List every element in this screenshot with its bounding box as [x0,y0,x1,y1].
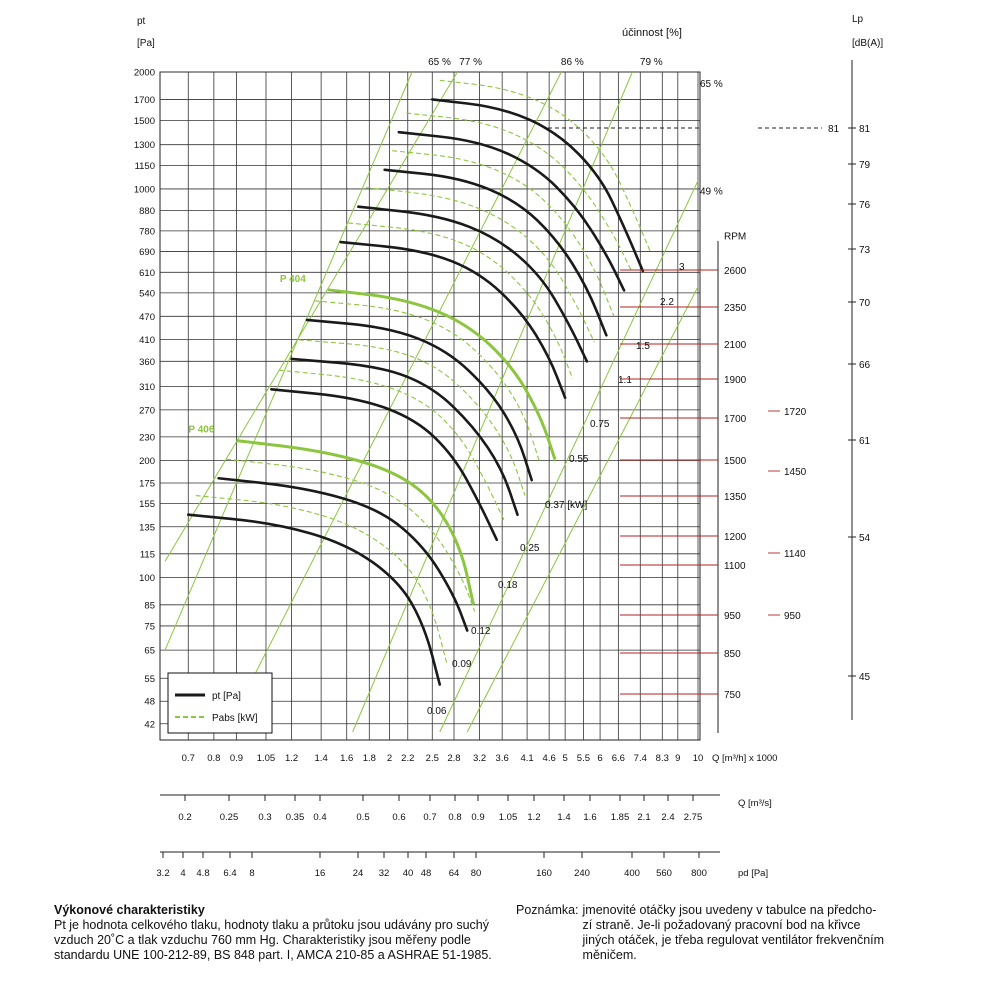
y-tick-label: 1500 [133,116,155,128]
x-tick-label: 7.4 [633,753,647,764]
rpm-side-label: 1720 [784,407,807,418]
q-ms-tick-label: 0.8 [448,812,462,823]
pd-tick-label: 160 [536,868,552,879]
legend-pabs-label: Pabs [kW] [212,713,258,724]
pd-tick-label: 400 [624,868,640,879]
model-series [188,274,555,605]
x-tick-label: 1.2 [284,753,299,764]
y-tick-label: 175 [139,478,155,490]
power-dashed-curve [196,496,448,666]
x-tick-label: 8.3 [655,753,669,764]
x-tick-label: 3.6 [495,753,509,764]
y-tick-label: 65 [144,645,155,657]
y-tick-label: 42 [144,719,155,731]
q-ms-tick-label: 0.25 [219,812,239,823]
rpm-side-label: 1140 [784,549,806,560]
pd-tick-label: 64 [448,868,460,879]
legend [168,673,272,733]
rpm-curve [188,515,440,685]
rpm-curves [188,99,643,684]
efficiency-label: 77 % [459,57,483,68]
legend-box [168,673,272,733]
power-label: 0.18 [498,580,518,591]
rpm-label: 1500 [724,456,747,467]
y-axis-unit: [Pa] [137,38,155,49]
power-label: 0.09 [452,659,472,670]
q-ms-tick-label: 0.3 [258,812,272,823]
y-axis-title: pt [137,16,146,27]
q-ms-tick-label: 1.6 [583,812,597,823]
lp-tick-label: 61 [859,436,871,447]
rpm-label: 950 [724,611,741,622]
rpm-side-label: 1450 [784,467,807,478]
x-axis-label: Q [m³/h] x 1000 [712,753,778,764]
x-tick-label: 1.4 [314,753,328,764]
pd-tick-label: 32 [378,868,390,879]
q-ms-tick-label: 1.85 [610,812,630,823]
rpm-label: 1350 [724,492,747,503]
pd-tick-label: 8 [249,868,255,879]
y-tick-label: 1700 [133,94,155,106]
power-label: 0.75 [590,419,610,430]
x-tick-label: 0.7 [181,753,195,764]
efficiency-label: 65 % [700,78,723,90]
plot-frame [160,72,700,740]
efficiency-label: 79 % [639,57,663,68]
rpm-label: 850 [724,649,741,660]
y-tick-label: 85 [144,600,155,612]
power-label: 2.2 [660,297,674,308]
x-tick-label: 1.8 [362,753,376,764]
lp-marker-label: 81 [828,124,840,135]
power-label: 1.1 [618,375,632,386]
q-ms-tick-label: 0.6 [392,812,406,823]
y-tick-label: 310 [139,382,155,394]
q-ms-tick-label: 2.1 [637,812,651,823]
pd-tick-label: 3.2 [156,868,170,879]
q-ms-label: Q [m³/s] [738,798,772,809]
efficiency-label: 65 % [428,57,451,68]
notes-title: Výkonové charakteristiky [54,903,205,917]
efficiency-label: 49 % [700,186,723,198]
legend-pt-label: pt [Pa] [212,691,241,702]
efficiency-title: účinnost [%] [622,27,682,39]
q-ms-tick-label: 0.5 [356,812,370,823]
power-dashed-curve [392,151,614,316]
x-tick-label: 5 [562,753,568,764]
q-ms-tick-label: 0.7 [423,812,437,823]
power-label: 0.37 [kW] [545,500,588,511]
lp-unit: [dB(A)] [852,38,884,49]
x-tick-label: 6.6 [611,753,625,764]
y-tick-label: 115 [139,549,155,561]
rpm-label: 2100 [724,340,747,351]
y-tick-label: 610 [139,267,155,279]
pd-tick-label: 24 [352,868,364,879]
y-tick-label: 230 [139,432,155,444]
y-tick-label: 48 [144,696,155,708]
y-tick-label: 155 [139,498,155,510]
rpm-label: 750 [724,690,741,701]
x-tick-label: 10 [692,753,704,764]
pd-tick-label: 240 [574,868,590,879]
y-tick-label: 1000 [133,184,155,196]
rpm-curve [432,99,643,271]
y-tick-label: 540 [139,288,155,300]
lp-tick-label: 79 [859,160,871,171]
power-label: 3 [679,262,685,273]
y-tick-label: 200 [139,455,155,467]
x-tick-label: 2.8 [447,753,461,764]
lp-tick-label: 66 [859,360,871,371]
q-ms-tick-label: 0.2 [178,812,192,823]
pd-label: pd [Pa] [738,868,769,879]
q-ms-tick-label: 0.4 [313,812,327,823]
rpm-curve [271,389,496,539]
x-tick-label: 4.6 [542,753,556,764]
remark-label: Poznámka: [516,903,579,917]
y-tick-label: 780 [139,226,155,238]
q-ms-tick-label: 2.4 [661,812,675,823]
pd-tick-label: 40 [402,868,414,879]
y-tick-label: 135 [139,522,155,534]
q-ms-tick-label: 2.75 [683,812,703,823]
rpm-curve [358,207,587,362]
q-ms-tick-label: 0.9 [471,812,485,823]
efficiency-label: 86 % [560,57,584,68]
lp-tick-label: 70 [859,298,871,309]
rpm-side-label: 950 [784,611,801,622]
series-label: P 404 [279,273,306,285]
y-tick-label: 410 [139,334,155,346]
notes-text: Pt je hodnota celkového tlaku, hodnoty tlaku a průtoku jsou udávány pro suchý vzduch 20˚C a tlak vzduchu 760 mm Hg. Charakteristiky jsou měřeny podle standardu UNE 100-212-89, BS 848 part. I, AMCA 210-85 a ASHRAE 51-1985. [54,918,492,962]
x-tick-label: 1.05 [256,753,276,764]
rpm-label: 1900 [724,375,747,386]
y-tick-label: 690 [139,247,155,259]
x-tick-label: 5.5 [576,753,591,764]
remark-note [516,903,956,963]
rpm-label: 1100 [724,561,746,572]
power-label: 0.25 [520,543,540,554]
power-label: 0.06 [427,706,447,717]
x-tick-label: 2 [386,753,393,764]
q-ms-tick-label: 0.35 [285,812,305,823]
lp-title: Lp [852,14,864,25]
y-tick-label: 100 [139,572,155,584]
y-tick-label: 2000 [133,67,155,79]
pd-tick-label: 80 [470,868,482,879]
series-line [236,441,473,605]
rpm-label: 2600 [724,266,747,277]
efficiency-lines [165,57,723,732]
series-label: P 406 [188,424,215,436]
power-dashed-curve [440,80,651,252]
rpm-label: 2350 [724,303,747,314]
x-tick-label: 0.9 [229,753,244,764]
bottom-scales [156,795,771,879]
rpm-label: 1700 [724,414,747,425]
q-ms-tick-label: 1.4 [557,812,571,823]
y-tick-label: 360 [139,356,155,368]
power-label: 1.5 [636,341,650,352]
x-tick-label: 2.5 [425,753,439,764]
y-tick-label: 1150 [134,160,155,172]
power-label: 0.12 [471,626,491,637]
x-tick-label: 3.2 [472,753,487,764]
rpm-title: RPM [724,231,747,243]
lp-tick-label: 54 [859,533,871,544]
y-tick-label: 270 [139,405,155,417]
q-ms-tick-label: 1.05 [498,812,518,823]
pd-tick-label: 16 [314,868,326,879]
x-tick-label: 6 [597,753,603,764]
pd-tick-label: 4 [180,868,186,879]
y-tick-label: 880 [139,206,155,218]
x-tick-label: 9 [675,753,681,764]
x-tick-label: 0.8 [207,753,221,764]
lp-tick-label: 73 [859,245,871,256]
y-tick-label: 55 [144,673,155,685]
performance-notes [54,903,504,963]
remark-text: jmenovité otáčky jsou uvedeny v tabulce na předcho- zí straně. Je-li požadovaný pracovní bod na křivce jiných otáček, je třeba regulovat ventilátor frekvenčním měničem. [582,903,885,962]
lp-tick-label: 81 [859,124,871,135]
lp-tick-label: 45 [859,672,871,683]
rpm-label: 1200 [724,532,747,543]
x-tick-label: 1.6 [340,753,354,764]
x-tick-label: 2.2 [401,753,415,764]
pd-tick-label: 4.8 [196,868,210,879]
pd-tick-label: 48 [420,868,432,879]
y-tick-label: 470 [139,311,155,323]
pd-tick-label: 6.4 [223,868,237,879]
power-label: 0.55 [569,454,589,465]
y-tick-label: 1300 [133,140,155,152]
y-tick-label: 75 [144,621,155,633]
x-tick-label: 4.1 [520,753,534,764]
pd-tick-label: 800 [691,868,707,879]
lp-tick-label: 76 [859,200,871,211]
q-ms-tick-label: 1.2 [527,812,541,823]
pd-tick-label: 560 [656,868,672,879]
